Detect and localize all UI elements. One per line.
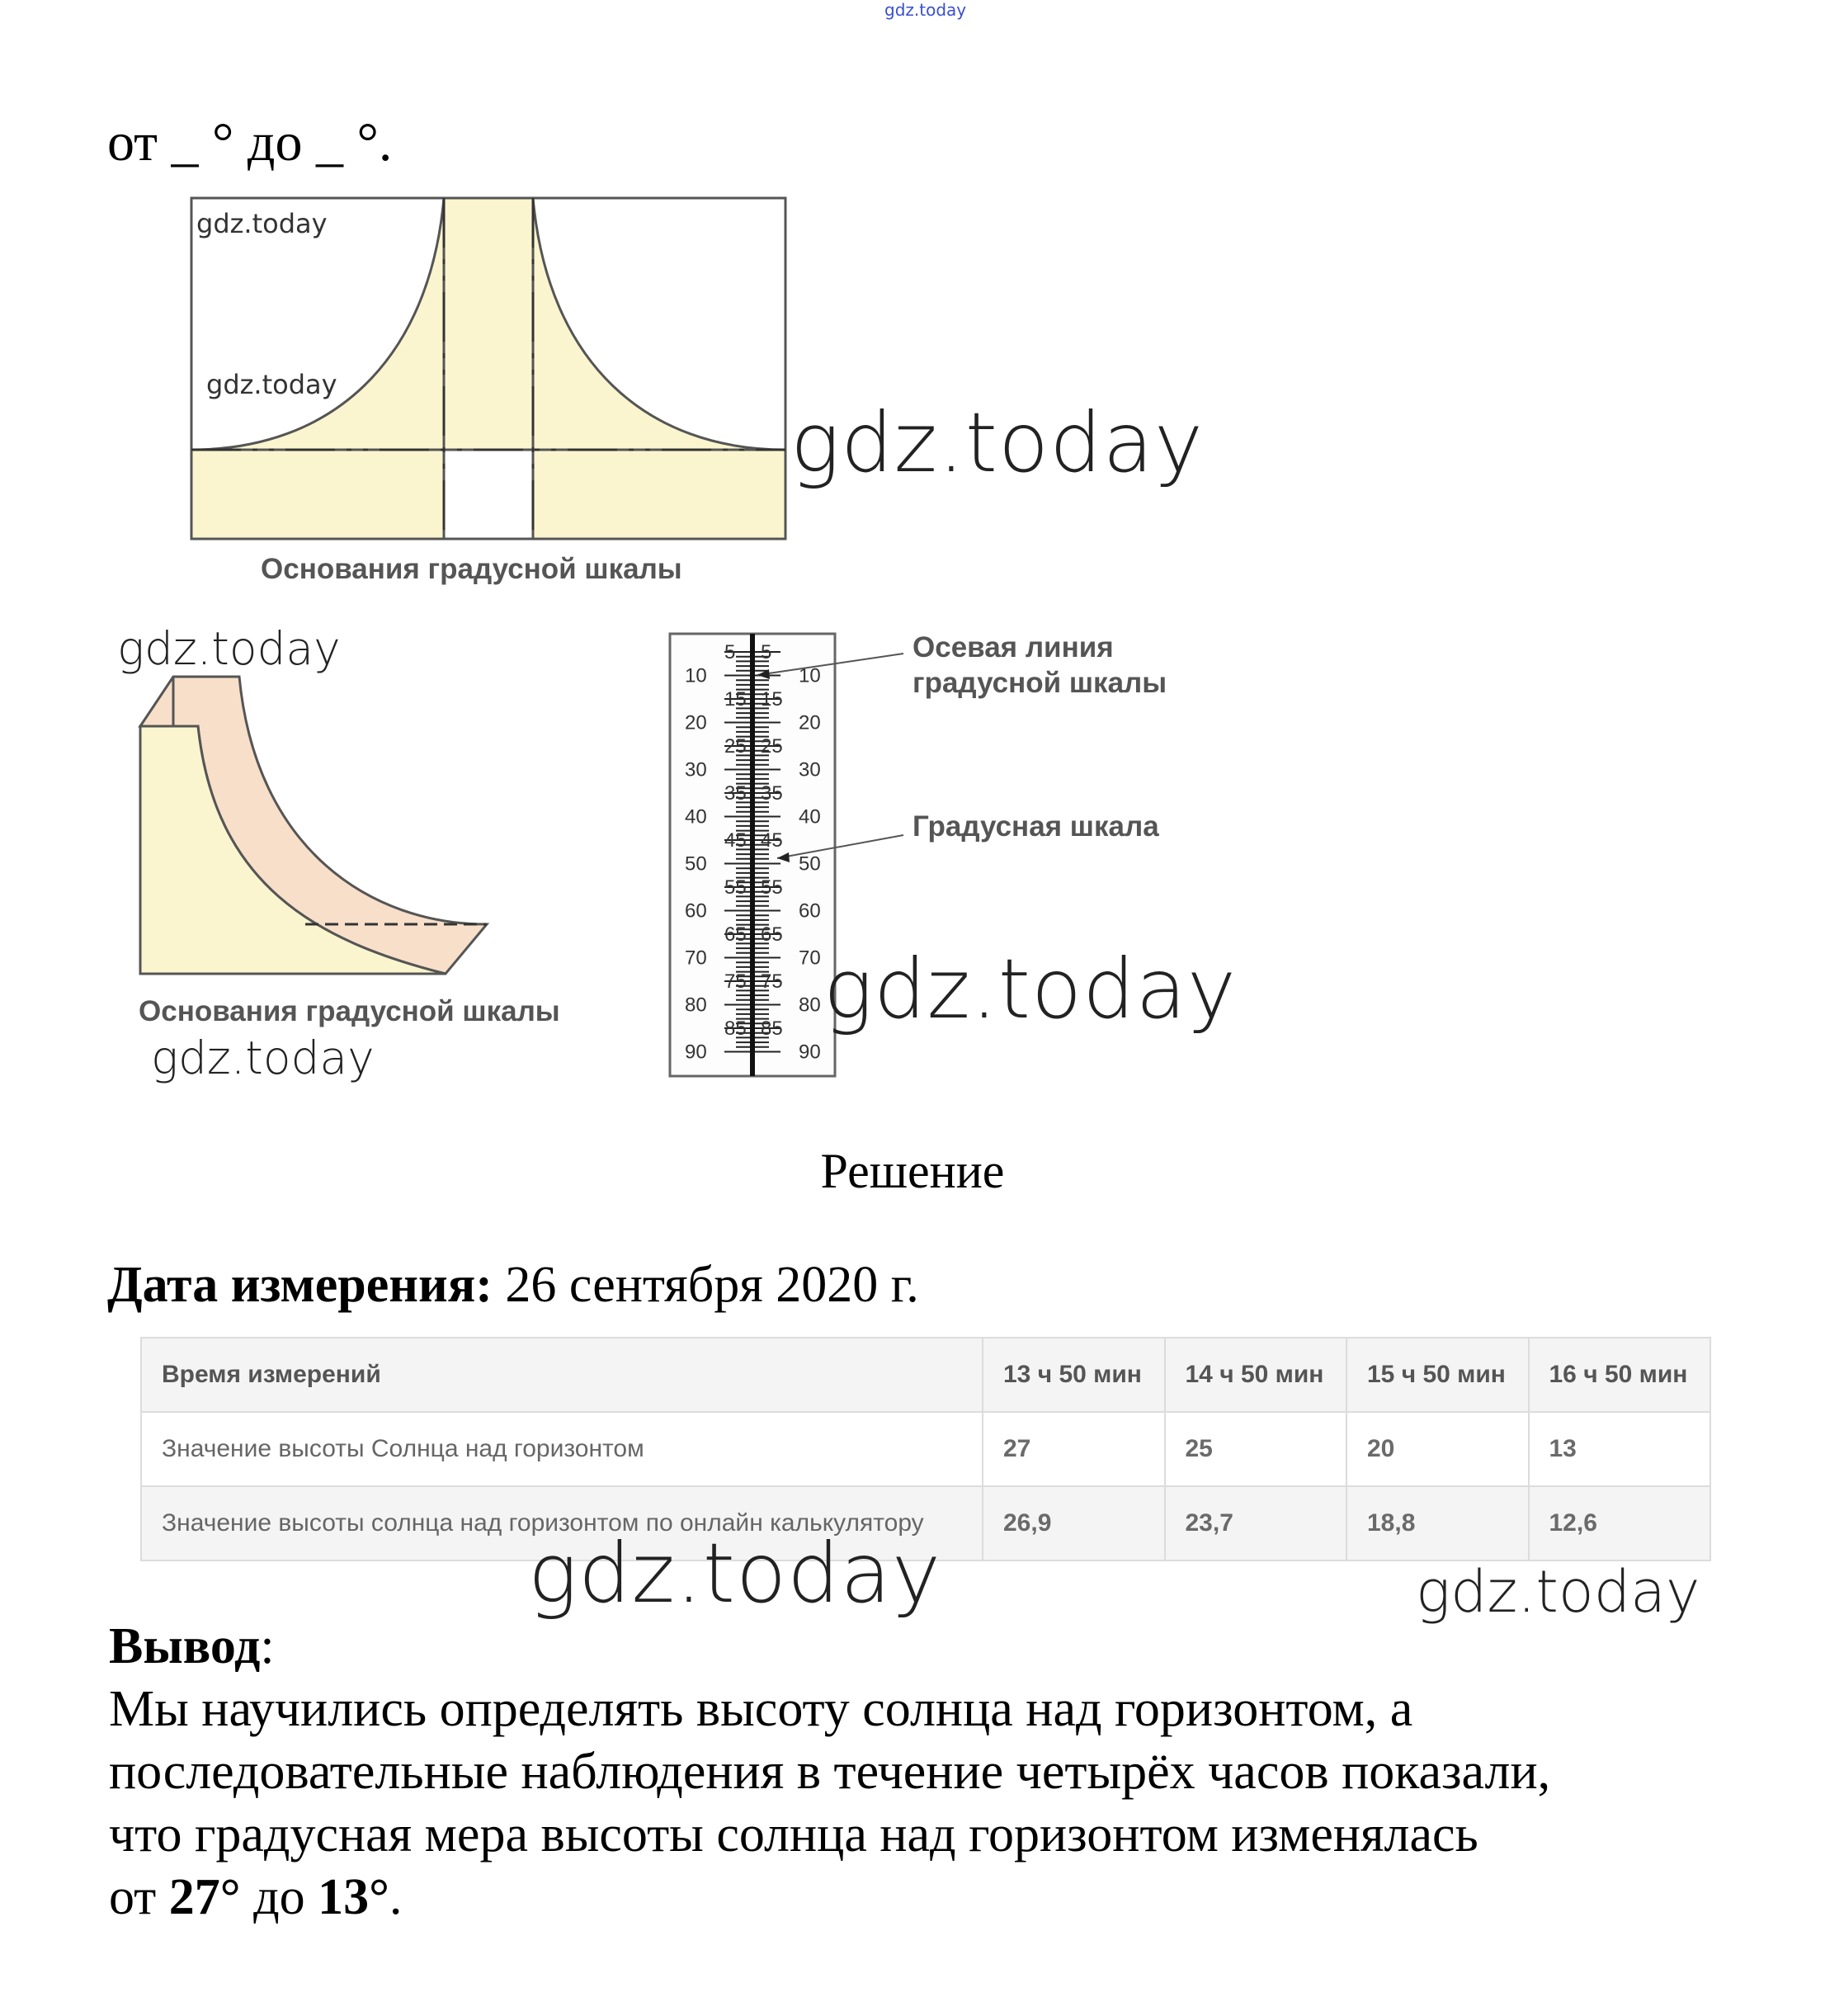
figure1-watermark-side: gdz.today	[790, 394, 1205, 491]
scale-label-right: 60	[799, 899, 821, 923]
scale-label-left: 40	[685, 805, 707, 829]
scale-label-left: 50	[685, 852, 707, 876]
conclusion-colon: :	[260, 1618, 275, 1674]
scale-label-left: 15	[724, 688, 747, 711]
conclusion-line-1: Мы научились определять высоту солнца над горизонтом, а	[109, 1681, 1413, 1737]
label-axis-line-2: градусной шкалы	[912, 667, 1167, 699]
scale-label-left: 10	[685, 664, 707, 687]
table-cell: Значение высоты Солнца над горизонтом	[141, 1412, 983, 1486]
table-cell: 12,6	[1529, 1486, 1711, 1560]
scale-label-right: 90	[799, 1041, 821, 1064]
scale-label-right: 75	[761, 970, 783, 993]
table-header-cell: Время измерений	[141, 1338, 983, 1412]
table-cell: Значение высоты солнца над горизонтом по онлайн калькулятору	[141, 1486, 983, 1560]
scale-label-right: 70	[799, 947, 821, 970]
scale-label-left: 35	[724, 782, 747, 805]
top-watermark: gdz.today	[884, 0, 967, 20]
scale-label-right: 65	[761, 923, 783, 946]
figure3-watermark: gdz.today	[823, 941, 1238, 1037]
scale-label-left: 85	[724, 1017, 747, 1040]
figure2-caption: Основания градусной шкалы	[139, 995, 560, 1027]
table-header-cell: 13 ч 50 мин	[983, 1338, 1165, 1412]
figure1-watermark-a: gdz.today	[196, 208, 328, 239]
scale-label-left: 55	[724, 876, 747, 899]
scale-label-left: 75	[724, 970, 747, 993]
from-word: от	[109, 1869, 169, 1925]
solution-heading: Решение	[820, 1144, 1005, 1198]
conclusion-title: Вывод	[109, 1618, 261, 1674]
scale-label-right: 20	[799, 711, 821, 734]
figure1-caption: Основания градусной шкалы	[261, 553, 682, 585]
scale-label-right: 45	[761, 829, 783, 852]
task-line: от _ ° до _ °.	[107, 112, 393, 172]
scale-label-right: 35	[761, 782, 783, 805]
to-value: 13°	[318, 1869, 389, 1925]
to-word: до	[240, 1869, 318, 1925]
figure2-watermark-above: gdz.today	[117, 622, 341, 675]
figure-scale-base-flat	[0, 0, 1825, 578]
scale-label-right: 40	[799, 805, 821, 829]
table-cell: 18,8	[1346, 1486, 1529, 1560]
measurement-date	[107, 1256, 919, 1315]
figure1-watermark-b: gdz.today	[206, 369, 337, 400]
scale-label-right: 80	[799, 994, 821, 1017]
conclusion-line-3: что градусная мера высоты солнца над горизонтом изменялась	[109, 1806, 1478, 1863]
base-center-strip	[444, 198, 533, 450]
table-row	[141, 1412, 1710, 1486]
scale-label-left: 60	[685, 899, 707, 923]
table-cell: 13	[1529, 1412, 1711, 1486]
table-cell: 25	[1165, 1412, 1347, 1486]
scale-label-right: 5	[761, 641, 772, 663]
table-cell: 26,9	[983, 1486, 1165, 1560]
scale-label-left: 80	[685, 994, 707, 1017]
scale-label-right: 55	[761, 876, 783, 899]
conclusion-line-4	[109, 1868, 402, 1927]
scale-label-right: 85	[761, 1017, 783, 1040]
table-cell: 23,7	[1165, 1486, 1347, 1560]
date-value: 26 сентября 2020 г.	[492, 1257, 919, 1313]
scale-pointer-lines	[743, 644, 924, 891]
end-period: .	[389, 1869, 403, 1925]
scale-label-right: 50	[799, 852, 821, 876]
scale-label-right: 15	[761, 688, 783, 711]
base-right-block	[533, 450, 785, 539]
base-right-curve	[533, 198, 785, 450]
table-header-cell: 14 ч 50 мин	[1165, 1338, 1347, 1412]
scale-label-right: 25	[761, 735, 783, 758]
scale-label-left: 70	[685, 947, 707, 970]
bottom-watermark-right: gdz.today	[1416, 1558, 1700, 1626]
scale-label-right: 10	[799, 664, 821, 687]
figure-scale-base-folded	[124, 660, 503, 990]
bottom-watermark-left: gdz.today	[528, 1525, 942, 1622]
label-axis-line-1: Осевая линия	[912, 631, 1114, 663]
from-value: 27°	[168, 1869, 241, 1925]
table-cell: 27	[983, 1412, 1165, 1486]
figure2-watermark-below: gdz.today	[151, 1032, 375, 1084]
scale-label-left: 30	[685, 758, 707, 781]
conclusion-label	[109, 1617, 275, 1676]
table-cell: 20	[1346, 1412, 1529, 1486]
base-left-block	[191, 450, 444, 539]
table-header-cell: 16 ч 50 мин	[1529, 1338, 1711, 1412]
scale-label-left: 25	[724, 735, 747, 758]
scale-label-right: 30	[799, 758, 821, 781]
table-header-row	[141, 1338, 1710, 1412]
label-degree-scale: Градусная шкала	[912, 810, 1159, 843]
scale-label-left: 20	[685, 711, 707, 734]
table-header-cell: 15 ч 50 мин	[1346, 1338, 1529, 1412]
conclusion-line-2: последовательные наблюдения в течение четырёх часов показали,	[109, 1744, 1551, 1800]
date-label: Дата измерения:	[107, 1257, 493, 1313]
scale-label-left: 65	[724, 923, 747, 946]
scale-label-left: 5	[724, 641, 736, 663]
scale-label-left: 90	[685, 1041, 707, 1064]
scale-label-left: 45	[724, 829, 747, 852]
